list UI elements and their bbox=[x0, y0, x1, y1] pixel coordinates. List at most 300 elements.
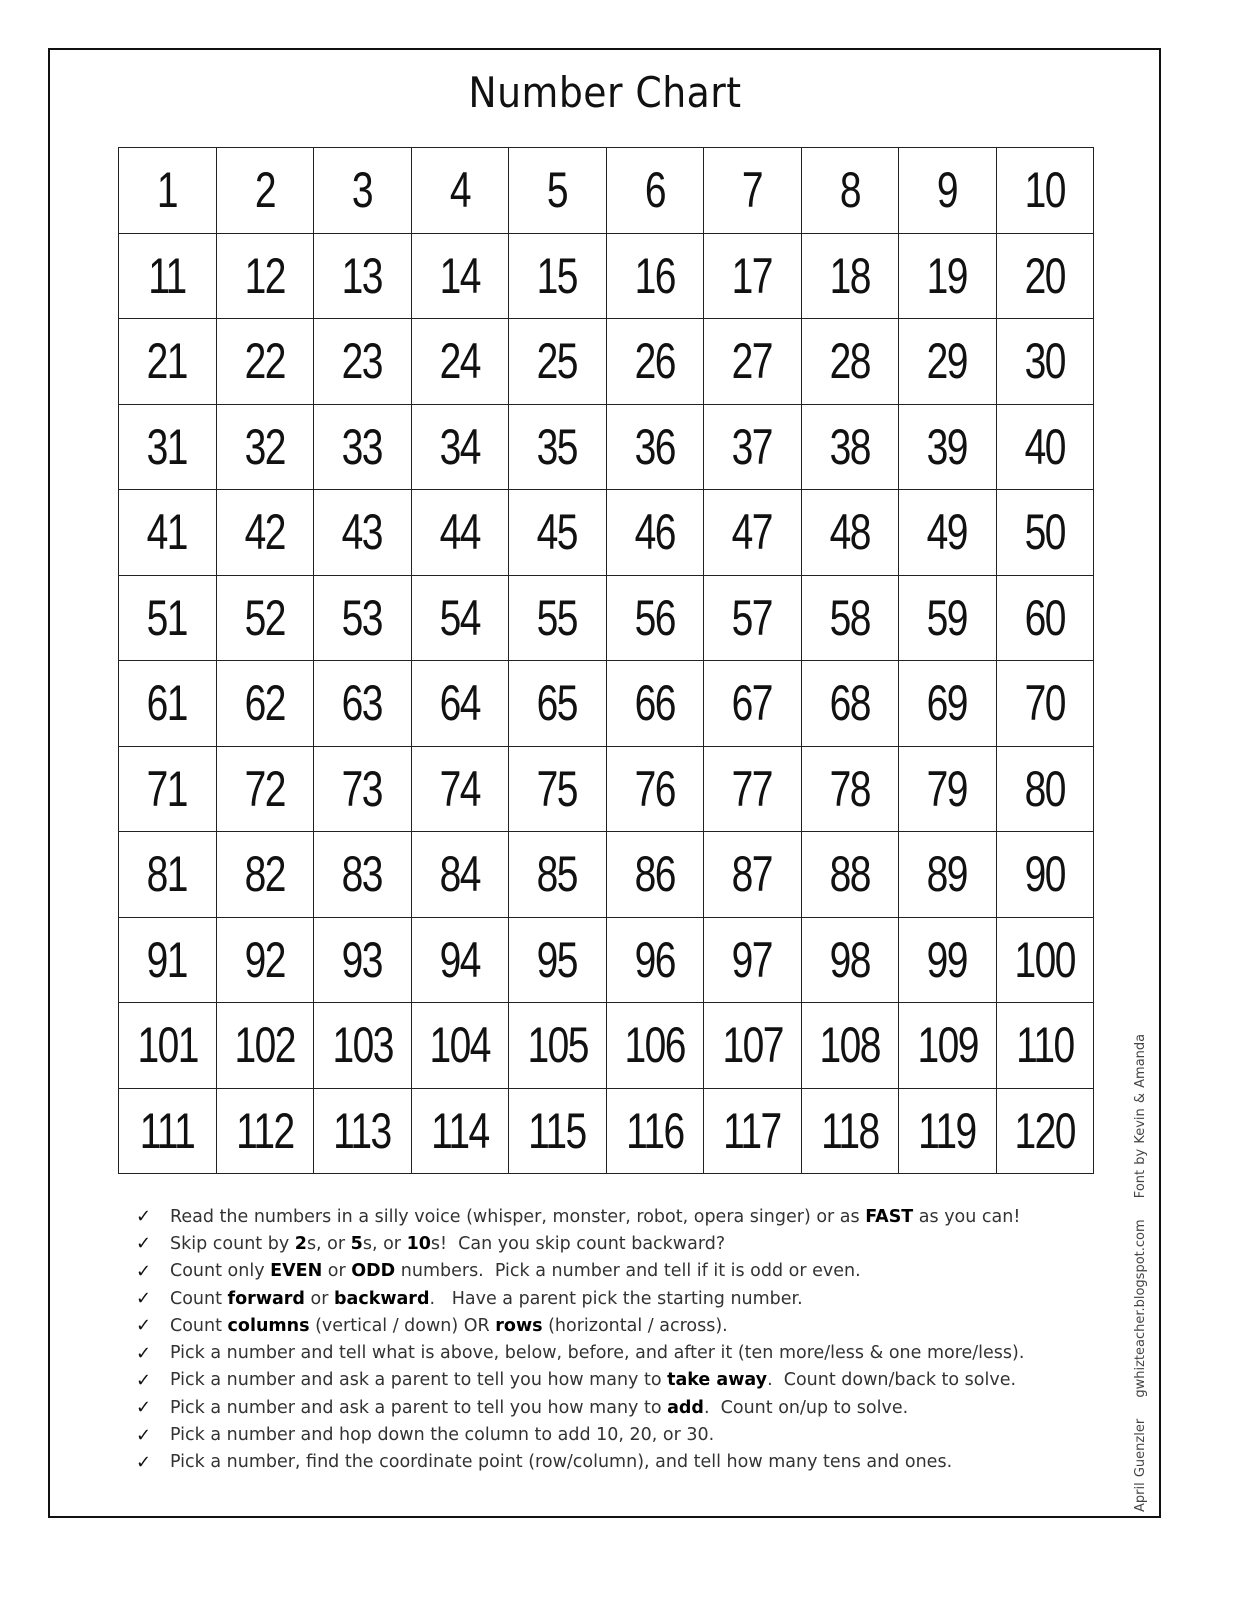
activity-text bbox=[170, 1398, 908, 1418]
number-label: 91 bbox=[147, 931, 188, 988]
number-cell bbox=[704, 661, 802, 747]
number-label: 4 bbox=[449, 162, 470, 219]
number-label: 105 bbox=[527, 1017, 588, 1074]
number-cell bbox=[314, 747, 412, 833]
number-label: 15 bbox=[537, 247, 578, 304]
number-label: 27 bbox=[732, 333, 773, 390]
text-segment: . Count on/up to solve. bbox=[703, 1397, 909, 1418]
number-cell bbox=[314, 405, 412, 491]
number-label: 87 bbox=[732, 846, 773, 903]
number-label: 81 bbox=[147, 846, 188, 903]
number-label: 49 bbox=[927, 504, 968, 561]
number-cell bbox=[314, 661, 412, 747]
number-label: 35 bbox=[537, 418, 578, 475]
number-cell bbox=[217, 918, 315, 1004]
number-label: 25 bbox=[537, 333, 578, 390]
text-segment: Pick a number and ask a parent to tell you how many to bbox=[170, 1370, 668, 1391]
check-icon: ✓ bbox=[136, 1369, 152, 1391]
activity-list bbox=[136, 1203, 1024, 1476]
number-label: 58 bbox=[829, 589, 870, 646]
number-cell bbox=[607, 747, 705, 833]
number-cell bbox=[217, 148, 315, 234]
number-label: 2 bbox=[254, 162, 275, 219]
number-cell bbox=[217, 1003, 315, 1089]
number-label: 9 bbox=[937, 162, 958, 219]
number-label: 6 bbox=[644, 162, 665, 219]
number-label: 40 bbox=[1024, 418, 1065, 475]
number-cell bbox=[802, 234, 900, 320]
number-label: 73 bbox=[342, 760, 383, 817]
number-cell bbox=[802, 1003, 900, 1089]
number-label: 63 bbox=[342, 675, 383, 732]
number-cell bbox=[314, 319, 412, 405]
number-label: 33 bbox=[342, 418, 383, 475]
number-label: 119 bbox=[918, 1102, 977, 1159]
text-segment: s! Can you skip count backward? bbox=[430, 1233, 726, 1254]
text-segment: s, or bbox=[306, 1233, 351, 1254]
number-cell bbox=[217, 747, 315, 833]
activity-text bbox=[170, 1370, 1016, 1390]
number-cell bbox=[119, 1003, 217, 1089]
text-segment: . Count down/back to solve. bbox=[767, 1370, 1017, 1391]
number-cell bbox=[899, 661, 997, 747]
number-label: 89 bbox=[927, 846, 968, 903]
number-label: 16 bbox=[634, 247, 675, 304]
number-label: 19 bbox=[927, 247, 968, 304]
number-label: 31 bbox=[147, 418, 188, 475]
number-cell bbox=[509, 661, 607, 747]
number-label: 12 bbox=[244, 247, 285, 304]
number-cell bbox=[607, 1089, 705, 1175]
number-cell bbox=[997, 576, 1095, 662]
number-cell bbox=[802, 832, 900, 918]
number-cell bbox=[509, 148, 607, 234]
number-cell bbox=[314, 1003, 412, 1089]
emphasis-text: forward bbox=[227, 1288, 305, 1309]
text-segment: (vertical / down) OR bbox=[309, 1315, 496, 1336]
number-cell bbox=[802, 1089, 900, 1175]
text-segment: Count only bbox=[170, 1261, 271, 1282]
number-cell bbox=[119, 1089, 217, 1175]
activity-text bbox=[170, 1207, 1020, 1227]
activity-item bbox=[136, 1230, 1024, 1257]
activity-text bbox=[170, 1316, 728, 1336]
number-label: 70 bbox=[1024, 675, 1065, 732]
number-cell bbox=[899, 319, 997, 405]
number-cell bbox=[412, 234, 510, 320]
number-label: 97 bbox=[732, 931, 773, 988]
text-segment: Count bbox=[170, 1288, 228, 1309]
check-icon: ✓ bbox=[136, 1260, 152, 1282]
number-label: 85 bbox=[537, 846, 578, 903]
number-cell bbox=[997, 832, 1095, 918]
number-cell bbox=[412, 1003, 510, 1089]
text-segment: Pick a number, find the coordinate point (row/column), and tell how many tens and ones. bbox=[170, 1452, 953, 1473]
number-cell bbox=[412, 319, 510, 405]
number-cell bbox=[802, 148, 900, 234]
number-cell bbox=[314, 490, 412, 576]
number-cell bbox=[607, 576, 705, 662]
number-cell bbox=[704, 490, 802, 576]
number-cell bbox=[997, 918, 1095, 1004]
number-label: 111 bbox=[139, 1102, 195, 1159]
number-cell bbox=[899, 918, 997, 1004]
number-label: 118 bbox=[820, 1102, 879, 1159]
number-label: 109 bbox=[917, 1017, 978, 1074]
text-segment: or bbox=[322, 1261, 352, 1282]
number-cell bbox=[899, 1003, 997, 1089]
text-segment: as you can! bbox=[913, 1206, 1021, 1227]
number-label: 14 bbox=[439, 247, 480, 304]
number-label: 55 bbox=[537, 589, 578, 646]
activity-item bbox=[136, 1312, 1024, 1339]
emphasis-text: rows bbox=[495, 1315, 543, 1336]
check-icon: ✓ bbox=[136, 1451, 152, 1473]
number-label: 77 bbox=[732, 760, 773, 817]
number-label: 39 bbox=[927, 418, 968, 475]
number-label: 102 bbox=[234, 1017, 295, 1074]
emphasis-text: take away bbox=[667, 1370, 768, 1391]
number-cell bbox=[119, 918, 217, 1004]
credit-blog: gwhizteacher.blogspot.com bbox=[1133, 1219, 1148, 1398]
number-cell bbox=[412, 747, 510, 833]
number-cell bbox=[997, 661, 1095, 747]
number-cell bbox=[802, 918, 900, 1004]
number-label: 28 bbox=[829, 333, 870, 390]
number-label: 65 bbox=[537, 675, 578, 732]
number-cell bbox=[802, 576, 900, 662]
number-label: 64 bbox=[439, 675, 480, 732]
number-label: 86 bbox=[634, 846, 675, 903]
number-label: 13 bbox=[342, 247, 383, 304]
number-label: 78 bbox=[829, 760, 870, 817]
check-icon: ✓ bbox=[136, 1397, 152, 1419]
number-label: 57 bbox=[732, 589, 773, 646]
number-label: 88 bbox=[829, 846, 870, 903]
credit-font: Font by Kevin & Amanda bbox=[1133, 1033, 1148, 1199]
emphasis-text: EVEN bbox=[270, 1261, 323, 1282]
activity-item bbox=[136, 1421, 1024, 1448]
number-label: 117 bbox=[723, 1102, 782, 1159]
number-label: 79 bbox=[927, 760, 968, 817]
check-icon: ✓ bbox=[136, 1288, 152, 1310]
number-label: 107 bbox=[722, 1017, 783, 1074]
number-cell bbox=[412, 918, 510, 1004]
credit-author: April Guenzler bbox=[1133, 1418, 1148, 1512]
number-cell bbox=[412, 148, 510, 234]
number-label: 3 bbox=[352, 162, 373, 219]
emphasis-text: add bbox=[667, 1397, 704, 1418]
number-label: 61 bbox=[147, 675, 188, 732]
number-cell bbox=[412, 1089, 510, 1175]
number-label: 114 bbox=[430, 1102, 489, 1159]
number-cell bbox=[509, 405, 607, 491]
number-cell bbox=[217, 319, 315, 405]
number-cell bbox=[412, 832, 510, 918]
number-cell bbox=[509, 747, 607, 833]
activity-item bbox=[136, 1449, 1024, 1476]
number-cell bbox=[509, 1003, 607, 1089]
activity-item bbox=[136, 1258, 1024, 1285]
number-label: 23 bbox=[342, 333, 383, 390]
number-label: 17 bbox=[732, 247, 773, 304]
number-cell bbox=[217, 405, 315, 491]
number-label: 20 bbox=[1024, 247, 1065, 304]
number-label: 32 bbox=[244, 418, 285, 475]
number-cell bbox=[412, 490, 510, 576]
number-label: 95 bbox=[537, 931, 578, 988]
number-label: 42 bbox=[244, 504, 285, 561]
page-title: Number Chart bbox=[468, 68, 742, 117]
number-cell bbox=[607, 490, 705, 576]
emphasis-text: 10 bbox=[406, 1233, 431, 1254]
number-cell bbox=[704, 747, 802, 833]
number-label: 48 bbox=[829, 504, 870, 561]
number-cell bbox=[607, 319, 705, 405]
number-label: 72 bbox=[244, 760, 285, 817]
number-cell bbox=[314, 576, 412, 662]
emphasis-text: backward bbox=[333, 1288, 430, 1309]
text-segment: Pick a number and hop down the column to add 10, 20, or 30. bbox=[170, 1425, 715, 1446]
number-label: 54 bbox=[439, 589, 480, 646]
check-icon: ✓ bbox=[136, 1342, 152, 1364]
text-segment: or bbox=[304, 1288, 334, 1309]
number-cell bbox=[314, 1089, 412, 1175]
number-label: 115 bbox=[528, 1102, 587, 1159]
number-cell bbox=[119, 661, 217, 747]
number-cell bbox=[802, 319, 900, 405]
number-cell bbox=[997, 148, 1095, 234]
number-label: 37 bbox=[732, 418, 773, 475]
activity-text bbox=[170, 1343, 1024, 1363]
number-label: 26 bbox=[634, 333, 675, 390]
number-label: 30 bbox=[1024, 333, 1065, 390]
number-cell bbox=[217, 576, 315, 662]
number-cell bbox=[607, 148, 705, 234]
number-cell bbox=[802, 747, 900, 833]
activity-text bbox=[170, 1452, 952, 1472]
number-cell bbox=[217, 1089, 315, 1175]
number-cell bbox=[899, 490, 997, 576]
number-label: 93 bbox=[342, 931, 383, 988]
number-cell bbox=[607, 918, 705, 1004]
number-label: 5 bbox=[547, 162, 568, 219]
text-segment: . Have a parent pick the starting number. bbox=[429, 1288, 803, 1309]
number-cell bbox=[509, 319, 607, 405]
number-label: 34 bbox=[439, 418, 480, 475]
text-segment: Read the numbers in a silly voice (whisper, monster, robot, opera singer) or as bbox=[170, 1206, 866, 1227]
number-label: 60 bbox=[1024, 589, 1065, 646]
number-cell bbox=[314, 148, 412, 234]
number-cell bbox=[217, 490, 315, 576]
number-cell bbox=[412, 661, 510, 747]
number-cell bbox=[509, 832, 607, 918]
number-label: 44 bbox=[439, 504, 480, 561]
number-label: 103 bbox=[332, 1017, 393, 1074]
number-label: 94 bbox=[439, 931, 480, 988]
emphasis-text: ODD bbox=[351, 1261, 396, 1282]
number-cell bbox=[899, 234, 997, 320]
activity-text bbox=[170, 1234, 725, 1254]
number-cell bbox=[607, 405, 705, 491]
number-label: 113 bbox=[333, 1102, 392, 1159]
number-cell bbox=[997, 1089, 1095, 1175]
number-label: 10 bbox=[1024, 162, 1065, 219]
emphasis-text: FAST bbox=[865, 1206, 914, 1227]
number-label: 101 bbox=[137, 1017, 198, 1074]
number-cell bbox=[509, 234, 607, 320]
number-cell bbox=[997, 747, 1095, 833]
number-label: 84 bbox=[439, 846, 480, 903]
number-cell bbox=[997, 319, 1095, 405]
activity-item bbox=[136, 1394, 1024, 1421]
number-label: 116 bbox=[625, 1102, 684, 1159]
number-cell bbox=[119, 490, 217, 576]
text-segment: Count bbox=[170, 1315, 228, 1336]
number-label: 75 bbox=[537, 760, 578, 817]
number-cell bbox=[997, 1003, 1095, 1089]
number-cell bbox=[802, 661, 900, 747]
number-label: 112 bbox=[235, 1102, 294, 1159]
number-cell bbox=[509, 490, 607, 576]
number-cell bbox=[704, 319, 802, 405]
number-cell bbox=[314, 234, 412, 320]
number-label: 36 bbox=[634, 418, 675, 475]
activity-item bbox=[136, 1203, 1024, 1230]
text-segment: Skip count by bbox=[170, 1233, 295, 1254]
number-cell bbox=[509, 1089, 607, 1175]
number-label: 104 bbox=[429, 1017, 490, 1074]
number-label: 76 bbox=[634, 760, 675, 817]
text-segment: Pick a number and ask a parent to tell you how many to bbox=[170, 1397, 668, 1418]
number-cell bbox=[802, 490, 900, 576]
number-cell bbox=[607, 661, 705, 747]
number-label: 11 bbox=[148, 247, 186, 304]
check-icon: ✓ bbox=[136, 1315, 152, 1337]
number-cell bbox=[704, 405, 802, 491]
number-label: 50 bbox=[1024, 504, 1065, 561]
number-cell bbox=[997, 234, 1095, 320]
number-label: 8 bbox=[839, 162, 860, 219]
number-cell bbox=[607, 1003, 705, 1089]
number-label: 51 bbox=[147, 589, 188, 646]
number-cell bbox=[704, 1089, 802, 1175]
number-cell bbox=[997, 405, 1095, 491]
number-label: 38 bbox=[829, 418, 870, 475]
activity-text bbox=[170, 1261, 861, 1281]
number-label: 98 bbox=[829, 931, 870, 988]
number-cell bbox=[119, 832, 217, 918]
number-label: 59 bbox=[927, 589, 968, 646]
number-label: 47 bbox=[732, 504, 773, 561]
number-cell bbox=[899, 1089, 997, 1175]
number-cell bbox=[509, 918, 607, 1004]
number-label: 62 bbox=[244, 675, 285, 732]
number-cell bbox=[119, 747, 217, 833]
text-segment: s, or bbox=[362, 1233, 407, 1254]
activity-item bbox=[136, 1367, 1024, 1394]
number-label: 106 bbox=[624, 1017, 685, 1074]
number-label: 1 bbox=[157, 162, 178, 219]
number-cell bbox=[314, 918, 412, 1004]
number-cell bbox=[899, 832, 997, 918]
number-label: 24 bbox=[439, 333, 480, 390]
number-label: 7 bbox=[742, 162, 763, 219]
number-label: 71 bbox=[147, 760, 188, 817]
number-label: 66 bbox=[634, 675, 675, 732]
number-cell bbox=[412, 405, 510, 491]
number-cell bbox=[412, 576, 510, 662]
emphasis-text: 5 bbox=[350, 1233, 363, 1254]
number-label: 52 bbox=[244, 589, 285, 646]
number-label: 21 bbox=[147, 333, 188, 390]
number-label: 22 bbox=[244, 333, 285, 390]
number-cell bbox=[704, 918, 802, 1004]
number-cell bbox=[802, 405, 900, 491]
number-cell bbox=[899, 405, 997, 491]
number-cell bbox=[314, 832, 412, 918]
number-label: 29 bbox=[927, 333, 968, 390]
number-label: 53 bbox=[342, 589, 383, 646]
activity-item bbox=[136, 1285, 1024, 1312]
number-label: 46 bbox=[634, 504, 675, 561]
number-label: 92 bbox=[244, 931, 285, 988]
number-label: 110 bbox=[1015, 1017, 1074, 1074]
number-cell bbox=[119, 405, 217, 491]
number-cell bbox=[217, 234, 315, 320]
number-label: 96 bbox=[634, 931, 675, 988]
text-segment: (horizontal / across). bbox=[542, 1315, 728, 1336]
activity-text bbox=[170, 1289, 803, 1309]
number-cell bbox=[899, 148, 997, 234]
number-label: 90 bbox=[1024, 846, 1065, 903]
emphasis-text: 2 bbox=[294, 1233, 307, 1254]
number-label: 82 bbox=[244, 846, 285, 903]
number-label: 68 bbox=[829, 675, 870, 732]
number-label: 45 bbox=[537, 504, 578, 561]
number-label: 99 bbox=[927, 931, 968, 988]
number-cell bbox=[119, 319, 217, 405]
number-cell bbox=[217, 661, 315, 747]
number-label: 41 bbox=[147, 504, 188, 561]
activity-text bbox=[170, 1425, 714, 1445]
number-cell bbox=[704, 148, 802, 234]
number-cell bbox=[119, 148, 217, 234]
number-label: 43 bbox=[342, 504, 383, 561]
number-grid bbox=[118, 147, 1094, 1174]
number-label: 18 bbox=[829, 247, 870, 304]
number-cell bbox=[607, 832, 705, 918]
number-cell bbox=[704, 576, 802, 662]
text-segment: numbers. Pick a number and tell if it is odd or even. bbox=[395, 1261, 861, 1282]
emphasis-text: columns bbox=[227, 1315, 310, 1336]
number-cell bbox=[509, 576, 607, 662]
activity-item bbox=[136, 1339, 1024, 1366]
number-label: 56 bbox=[634, 589, 675, 646]
number-cell bbox=[899, 576, 997, 662]
credits bbox=[1133, 1018, 1148, 1512]
check-icon: ✓ bbox=[136, 1424, 152, 1446]
number-cell bbox=[997, 490, 1095, 576]
number-label: 80 bbox=[1024, 760, 1065, 817]
check-icon: ✓ bbox=[136, 1206, 152, 1228]
number-label: 83 bbox=[342, 846, 383, 903]
number-label: 74 bbox=[439, 760, 480, 817]
number-cell bbox=[704, 234, 802, 320]
number-cell bbox=[704, 832, 802, 918]
check-icon: ✓ bbox=[136, 1233, 152, 1255]
number-label: 100 bbox=[1014, 931, 1075, 988]
